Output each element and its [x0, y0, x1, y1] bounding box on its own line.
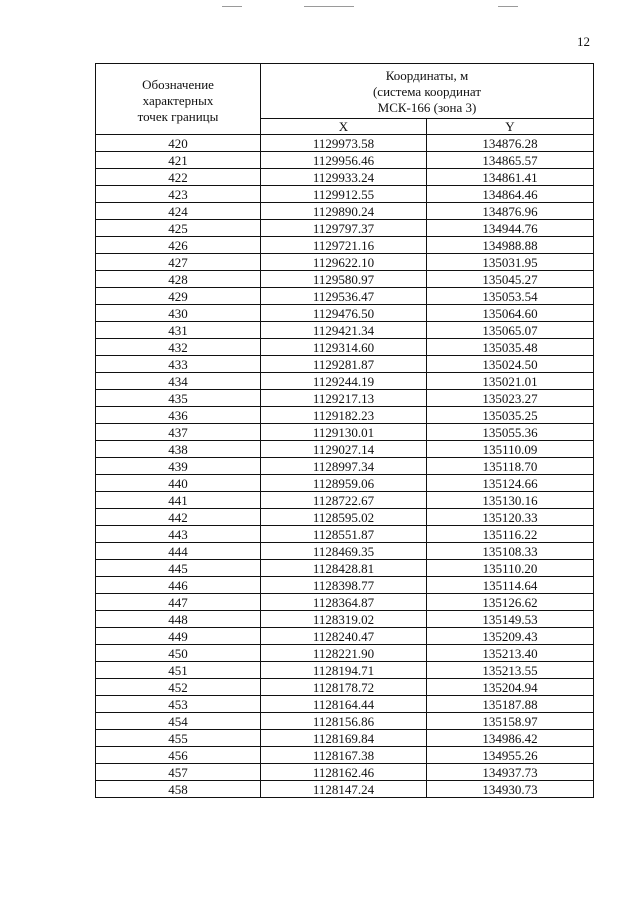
table-row	[96, 390, 594, 407]
cell-point: 440	[96, 475, 261, 492]
cell-point: 428	[96, 271, 261, 288]
cell-point: 456	[96, 747, 261, 764]
cell-x: 1128156.86	[261, 713, 427, 730]
cell-y: 134876.96	[427, 203, 594, 220]
cell-y: 135209.43	[427, 628, 594, 645]
header-x: X	[261, 119, 427, 135]
cell-x: 1129536.47	[261, 288, 427, 305]
cell-x: 1129421.34	[261, 322, 427, 339]
cell-x: 1128722.67	[261, 492, 427, 509]
table-row	[96, 747, 594, 764]
header-row	[96, 64, 594, 119]
cell-x: 1129797.37	[261, 220, 427, 237]
cell-point: 451	[96, 662, 261, 679]
cell-y: 135023.27	[427, 390, 594, 407]
cell-x: 1129973.58	[261, 135, 427, 152]
table-row	[96, 322, 594, 339]
cell-x: 1128428.81	[261, 560, 427, 577]
cell-y: 135021.01	[427, 373, 594, 390]
cell-point: 449	[96, 628, 261, 645]
cell-y: 134988.88	[427, 237, 594, 254]
table-row	[96, 526, 594, 543]
cell-y: 134861.41	[427, 169, 594, 186]
cell-y: 135064.60	[427, 305, 594, 322]
table-row	[96, 577, 594, 594]
cell-x: 1128194.71	[261, 662, 427, 679]
cell-y: 135124.66	[427, 475, 594, 492]
cell-y: 135031.95	[427, 254, 594, 271]
cell-point: 434	[96, 373, 261, 390]
cell-x: 1129314.60	[261, 339, 427, 356]
cell-x: 1129890.24	[261, 203, 427, 220]
table-row	[96, 237, 594, 254]
cell-point: 424	[96, 203, 261, 220]
cell-x: 1129933.24	[261, 169, 427, 186]
table-row	[96, 611, 594, 628]
table-row	[96, 628, 594, 645]
header-point-line: характерных	[142, 92, 214, 108]
table-row	[96, 764, 594, 781]
table-row	[96, 662, 594, 679]
cell-y: 134944.76	[427, 220, 594, 237]
cell-y: 134937.73	[427, 764, 594, 781]
cell-x: 1128364.87	[261, 594, 427, 611]
cell-point: 442	[96, 509, 261, 526]
header-coords-line: (система координат	[372, 84, 482, 100]
cell-x: 1129721.16	[261, 237, 427, 254]
cell-y: 135118.70	[427, 458, 594, 475]
cell-y: 134876.28	[427, 135, 594, 152]
scan-mark-right	[498, 6, 518, 7]
table-row	[96, 441, 594, 458]
cell-x: 1128595.02	[261, 509, 427, 526]
cell-point: 423	[96, 186, 261, 203]
cell-point: 458	[96, 781, 261, 798]
cell-y: 135187.88	[427, 696, 594, 713]
cell-point: 448	[96, 611, 261, 628]
cell-point: 453	[96, 696, 261, 713]
cell-point: 431	[96, 322, 261, 339]
header-y: Y	[427, 119, 594, 135]
table-row	[96, 169, 594, 186]
cell-x: 1128221.90	[261, 645, 427, 662]
table-row	[96, 696, 594, 713]
cell-x: 1128147.24	[261, 781, 427, 798]
header-point-line: Обозначение	[142, 76, 214, 92]
cell-y: 135158.97	[427, 713, 594, 730]
cell-x: 1129217.13	[261, 390, 427, 407]
cell-y: 135116.22	[427, 526, 594, 543]
table-row	[96, 781, 594, 798]
table-row	[96, 730, 594, 747]
cell-y: 135110.20	[427, 560, 594, 577]
table-row	[96, 424, 594, 441]
cell-point: 450	[96, 645, 261, 662]
cell-y: 134955.26	[427, 747, 594, 764]
cell-y: 135110.09	[427, 441, 594, 458]
table-row	[96, 288, 594, 305]
cell-x: 1129182.23	[261, 407, 427, 424]
cell-point: 444	[96, 543, 261, 560]
cell-point: 441	[96, 492, 261, 509]
cell-point: 445	[96, 560, 261, 577]
cell-point: 421	[96, 152, 261, 169]
table-row	[96, 186, 594, 203]
cell-point: 457	[96, 764, 261, 781]
cell-y: 135065.07	[427, 322, 594, 339]
cell-y: 135213.40	[427, 645, 594, 662]
header-point-line: точек границы	[137, 109, 219, 125]
cell-x: 1129244.19	[261, 373, 427, 390]
cell-x: 1128959.06	[261, 475, 427, 492]
cell-x: 1128551.87	[261, 526, 427, 543]
cell-point: 432	[96, 339, 261, 356]
table-row	[96, 509, 594, 526]
cell-y: 135204.94	[427, 679, 594, 696]
cell-y: 135126.62	[427, 594, 594, 611]
header-coordinates	[261, 64, 594, 119]
scan-mark-left	[222, 6, 242, 7]
header-coords-line: МСК-166 (зона 3)	[377, 99, 477, 115]
table-row	[96, 135, 594, 152]
cell-point: 430	[96, 305, 261, 322]
page-number: 12	[577, 34, 590, 49]
cell-point: 455	[96, 730, 261, 747]
header-coords-line: Координаты, м	[385, 68, 469, 84]
cell-x: 1128997.34	[261, 458, 427, 475]
cell-point: 447	[96, 594, 261, 611]
cell-point: 436	[96, 407, 261, 424]
cell-y: 135055.36	[427, 424, 594, 441]
cell-y: 134865.57	[427, 152, 594, 169]
cell-point: 426	[96, 237, 261, 254]
table-row	[96, 560, 594, 577]
table-row	[96, 203, 594, 220]
cell-y: 135053.54	[427, 288, 594, 305]
table-row	[96, 254, 594, 271]
table-row	[96, 492, 594, 509]
cell-x: 1128169.84	[261, 730, 427, 747]
cell-x: 1129622.10	[261, 254, 427, 271]
cell-y: 135035.25	[427, 407, 594, 424]
cell-y: 134930.73	[427, 781, 594, 798]
cell-point: 454	[96, 713, 261, 730]
cell-point: 446	[96, 577, 261, 594]
table-row	[96, 356, 594, 373]
table-row	[96, 543, 594, 560]
table-row	[96, 679, 594, 696]
cell-x: 1128164.44	[261, 696, 427, 713]
cell-y: 135114.64	[427, 577, 594, 594]
table-row	[96, 271, 594, 288]
cell-y: 135035.48	[427, 339, 594, 356]
cell-y: 134864.46	[427, 186, 594, 203]
cell-point: 429	[96, 288, 261, 305]
table-body	[96, 64, 594, 798]
cell-y: 135213.55	[427, 662, 594, 679]
cell-x: 1129130.01	[261, 424, 427, 441]
cell-y: 135024.50	[427, 356, 594, 373]
cell-point: 435	[96, 390, 261, 407]
cell-point: 439	[96, 458, 261, 475]
cell-y: 135149.53	[427, 611, 594, 628]
cell-x: 1128469.35	[261, 543, 427, 560]
cell-point: 422	[96, 169, 261, 186]
cell-point: 427	[96, 254, 261, 271]
cell-point: 438	[96, 441, 261, 458]
header-point-designation	[96, 64, 261, 135]
cell-y: 135108.33	[427, 543, 594, 560]
cell-point: 437	[96, 424, 261, 441]
table-row	[96, 475, 594, 492]
cell-x: 1128319.02	[261, 611, 427, 628]
scan-mark-center	[304, 6, 354, 7]
cell-x: 1128178.72	[261, 679, 427, 696]
cell-x: 1129956.46	[261, 152, 427, 169]
cell-y: 135130.16	[427, 492, 594, 509]
cell-x: 1129476.50	[261, 305, 427, 322]
table-row	[96, 713, 594, 730]
cell-point: 420	[96, 135, 261, 152]
cell-y: 135120.33	[427, 509, 594, 526]
coordinates-table	[95, 63, 594, 798]
table-row	[96, 305, 594, 322]
cell-x: 1129281.87	[261, 356, 427, 373]
table-row	[96, 373, 594, 390]
table-row	[96, 152, 594, 169]
table-row	[96, 458, 594, 475]
cell-point: 443	[96, 526, 261, 543]
cell-x: 1128398.77	[261, 577, 427, 594]
cell-x: 1128240.47	[261, 628, 427, 645]
cell-point: 433	[96, 356, 261, 373]
cell-x: 1128167.38	[261, 747, 427, 764]
cell-x: 1129580.97	[261, 271, 427, 288]
table-row	[96, 339, 594, 356]
cell-y: 134986.42	[427, 730, 594, 747]
cell-x: 1129027.14	[261, 441, 427, 458]
table-row	[96, 645, 594, 662]
cell-point: 452	[96, 679, 261, 696]
table-row	[96, 594, 594, 611]
cell-y: 135045.27	[427, 271, 594, 288]
table-row	[96, 407, 594, 424]
cell-x: 1128162.46	[261, 764, 427, 781]
cell-x: 1129912.55	[261, 186, 427, 203]
cell-point: 425	[96, 220, 261, 237]
table-row	[96, 220, 594, 237]
